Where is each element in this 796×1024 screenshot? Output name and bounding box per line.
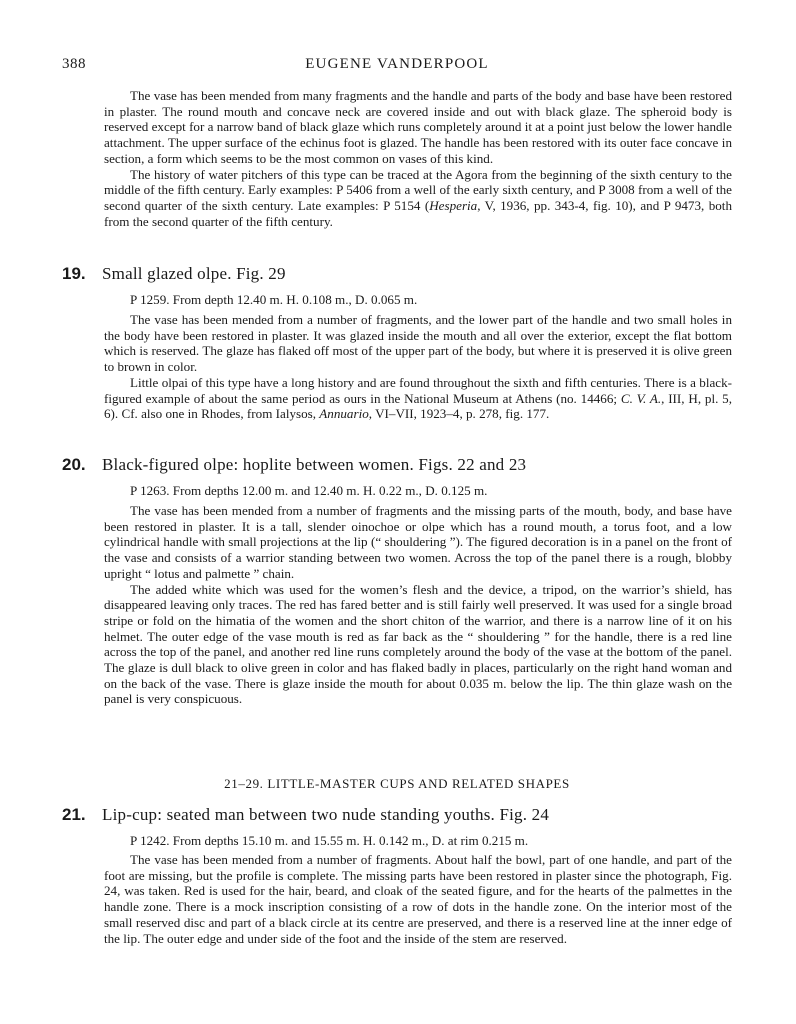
paragraph: The vase has been mended from many fragments and the handle and parts of the body and base have been restored in plaster. The round mouth and concave neck are covered inside and out with black glaze. The spheroid body is reserved except for a narrow band of black glaze which runs completely around it at a point just below the lower handle attachment. The upper surface of the echinus foot is glazed. The handle has been restored with its outer face concave in section, a form which seems to be the most common on vases of this kind. xyxy=(104,88,732,166)
paragraph: The added white which was used for the women’s flesh and the device, a tripod, on the warrior’s shield, has disappeared leaving only traces. The red has fared better and is still fairly well preserved. It was used for a single broad stripe or fold on the himatia of the women and the short chiton of the warrior, and there is a narrow line of it on his helmet. The outer edge of the vase mouth is red as far back as the “ shouldering ” for the handle, there is a red line across the top of the panel, and another red line runs completely around the body of the vase at the bottom of the panel. The glaze is dull black to olive green in color and has flaked badly in places, particularly on the right hand woman and on the back of the vase. There is glaze inside the mouth for about 0.035 m. below the lip. The thin glaze wash on the panel is very conspicuous. xyxy=(104,581,732,707)
catalog-line: P 1242. From depths 15.10 m. and 15.55 m. H. 0.142 m., D. at rim 0.215 m. xyxy=(130,833,529,848)
catalog-line: P 1263. From depths 12.00 m. and 12.40 m. H. 0.22 m., D. 0.125 m. xyxy=(130,483,488,498)
entry-number: 19. xyxy=(62,264,86,283)
entry-title: Lip-cup: seated man between two nude standing youths. Fig. 24 xyxy=(102,805,550,824)
intro-text xyxy=(104,88,732,229)
italic-reference: C. V. A. xyxy=(620,390,662,406)
entry-heading-21 xyxy=(62,805,732,825)
running-head xyxy=(62,56,732,78)
entry-21-text xyxy=(104,852,732,946)
entry-heading-19 xyxy=(62,264,732,284)
entry-19-text xyxy=(104,312,732,422)
italic-reference: Annuario xyxy=(319,406,369,422)
entry-number: 21. xyxy=(62,805,86,824)
paragraph: The vase has been mended from a number of fragments and the missing parts of the mouth, body, and base have been restored in plaster. It is a tall, slender oinochoe or olpe which has a round mouth, a torus foot, and a low cylindrical handle with small projections at the lip (“ shouldering ”). The figured decoration is in a panel on the front of the vase and consists of a warrior standing between two women. Across the top of the panel there is a rough, blobby upright “ lotus and palmette ” chain. xyxy=(104,503,732,581)
entry-title: Black-figured olpe: hoplite between women. Figs. 22 and 23 xyxy=(102,455,527,474)
entry-20-text xyxy=(104,503,732,707)
paragraph: The history of water pitchers of this type can be traced at the Agora from the beginning of the sixth century to the middle of the fifth century. Early examples: P 5406 from a well of the early sixth century, and P 3008 from a well of the second quarter of the sixth century. Late examples: P 5154 (Hesperia, V, 1936, pp. 343-4, fig. 10), and P 9473, both from the second quarter of the fifth century. xyxy=(104,166,732,229)
page-number: 388 xyxy=(62,56,86,72)
paragraph: Little olpai of this type have a long history and are found throughout the sixth and fifth centuries. There is a black-figured example of about the same period as ours in the National Museum at Athens (no. 14466; C. V. A., III, H, pl. 5, 6). Cf. also one in Rhodes, from Ialysos, Annuario, VI–VII, 1923–4, p. 278, fig. 177. xyxy=(104,374,733,422)
journal-title: Hesperia xyxy=(429,197,478,213)
paragraph: The vase has been mended from a number of fragments. About half the bowl, part of one handle, and part of the foot are missing, but the profile is complete. The missing parts have been restored in plaster since the photograph, Fig. 24, was taken. Red is used for the hair, beard, and cloak of the seated figure, and for the hearts of the palmettes in the handle zone. There is a mock inscription consisting of a row of dots in the handle zone. On the interior most of the small reserved disc and part of a black circle at its centre are preserved, and there is a reserved line at the inner edge of the lip. The outer edge and under side of the foot and the inside of the stem are reserved. xyxy=(104,852,732,946)
entry-number: 20. xyxy=(62,455,86,474)
paragraph: The vase has been mended from a number of fragments, and the lower part of the handle and two small holes in the body have been restored in plaster. It was glazed inside the mouth and all over the exterior, except the flat bottom which is reserved. The glaze has flaked off most of the upper part of the body, but where it is preserved it is olive green to brown in color. xyxy=(104,312,732,375)
entry-heading-20 xyxy=(62,455,732,475)
entry-title: Small glazed olpe. Fig. 29 xyxy=(102,264,286,283)
section-heading: 21–29. LITTLE-MASTER CUPS AND RELATED SHAPES xyxy=(224,776,570,791)
catalog-line: P 1259. From depth 12.40 m. H. 0.108 m., D. 0.065 m. xyxy=(130,292,418,307)
running-title: EUGENE VANDERPOOL xyxy=(305,56,489,72)
